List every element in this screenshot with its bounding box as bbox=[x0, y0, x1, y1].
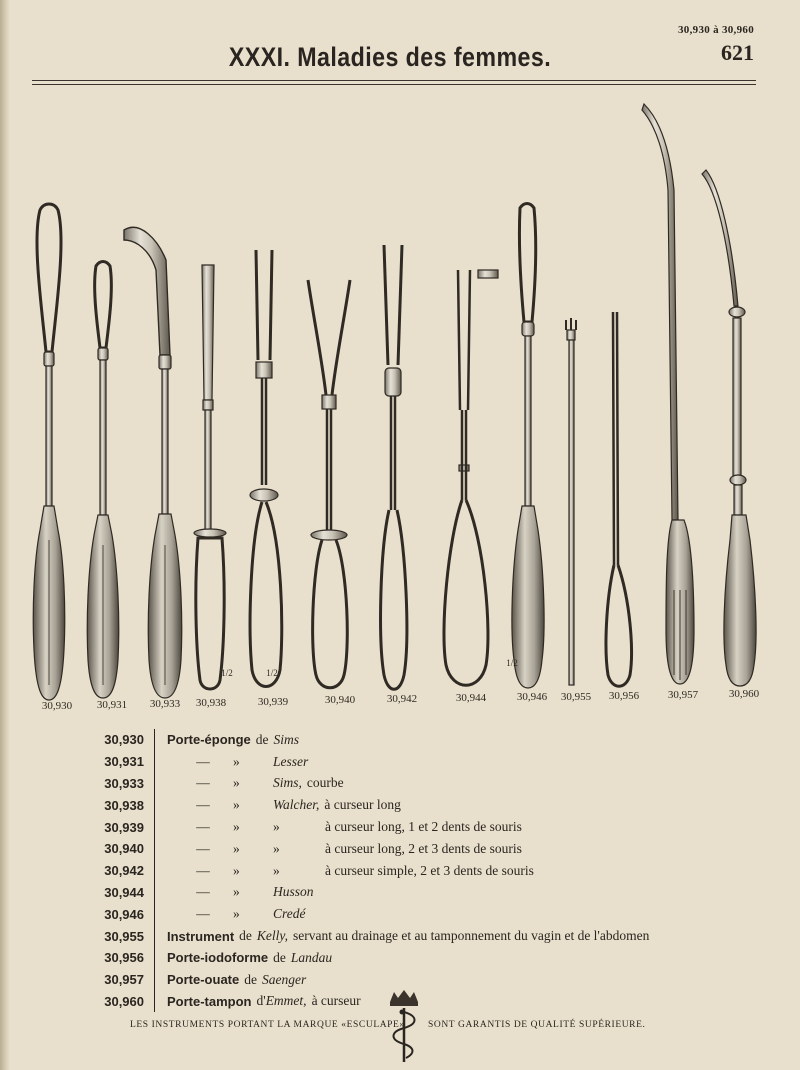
author: Walcher, bbox=[273, 797, 320, 813]
instrument-30940 bbox=[308, 280, 350, 688]
ditto-mark: » bbox=[233, 797, 240, 813]
figure-label: 30,944 bbox=[455, 692, 487, 704]
instrument-30938 bbox=[194, 265, 226, 689]
instrument-30946 bbox=[512, 204, 544, 689]
figure-label: 30,957 bbox=[667, 689, 699, 701]
instrument-30942 bbox=[381, 245, 407, 689]
header-rule bbox=[32, 80, 756, 81]
ditto-mark: » bbox=[233, 884, 240, 900]
figure-label: 30,942 bbox=[386, 693, 418, 705]
item-legend bbox=[100, 729, 649, 1012]
legend-row bbox=[100, 903, 649, 925]
instrument-30933 bbox=[124, 227, 182, 698]
figure-label: 30,938 bbox=[195, 697, 227, 709]
footer-right-text: SONT GARANTIS DE QUALITÉ SUPÉRIEURE. bbox=[428, 1020, 646, 1030]
item-name: Porte-ouate bbox=[167, 972, 240, 988]
legend-row bbox=[100, 991, 649, 1013]
ditto-dash: — bbox=[196, 753, 210, 769]
description: à curseur bbox=[311, 993, 361, 1009]
legend-row bbox=[100, 838, 649, 860]
legend-row bbox=[100, 794, 649, 816]
item-number: 30,939 bbox=[100, 816, 155, 838]
author: Landau bbox=[290, 949, 333, 965]
instrument-30955 bbox=[566, 318, 576, 685]
author: Sims bbox=[273, 731, 300, 747]
figure-label: 30,933 bbox=[149, 698, 181, 710]
author: Emmet, bbox=[265, 993, 307, 1009]
item-number: 30,960 bbox=[100, 991, 155, 1013]
figure-label: 30,931 bbox=[96, 699, 128, 711]
figure-label: 30,946 bbox=[516, 691, 548, 703]
ditto-mark: » bbox=[273, 840, 280, 856]
item-name: Porte-iodoforme bbox=[167, 950, 269, 966]
page-title: XXXI. Maladies des femmes. bbox=[228, 42, 552, 72]
instrument-30957 bbox=[642, 104, 694, 684]
instrument-30956 bbox=[606, 312, 632, 686]
author: Credé bbox=[273, 906, 306, 922]
ditto-dash: — bbox=[196, 819, 210, 835]
instrument-30931 bbox=[87, 262, 119, 699]
item-name: Porte-éponge bbox=[167, 732, 251, 748]
page-number: 621 bbox=[721, 40, 754, 65]
instrument-illustration bbox=[0, 90, 800, 710]
item-number: 30,933 bbox=[100, 773, 155, 795]
legend-row bbox=[100, 925, 649, 947]
item-number: 30,938 bbox=[100, 794, 155, 816]
legend-row bbox=[100, 882, 649, 904]
item-name: Porte-tampon bbox=[167, 993, 252, 1009]
item-number: 30,957 bbox=[100, 969, 155, 991]
ditto-mark: » bbox=[233, 840, 240, 856]
item-number: 30,930 bbox=[100, 729, 155, 751]
instrument-30930 bbox=[33, 204, 65, 700]
legend-row bbox=[100, 816, 649, 838]
legend-row bbox=[100, 860, 649, 882]
description: à curseur simple, 2 et 3 dents de souris bbox=[325, 862, 534, 878]
author: Lesser bbox=[273, 753, 309, 769]
ditto-dash: — bbox=[196, 797, 210, 813]
scale-mark: 1/2 bbox=[506, 658, 518, 668]
instrument-30960 bbox=[702, 170, 756, 686]
item-number: 30,944 bbox=[100, 882, 155, 904]
connector: de bbox=[239, 928, 252, 944]
scale-mark: 1/2 bbox=[221, 668, 233, 678]
scale-mark: 1/2 bbox=[266, 668, 278, 678]
ditto-dash: — bbox=[196, 775, 210, 791]
header-rule-thin bbox=[32, 84, 756, 85]
item-number: 30,942 bbox=[100, 860, 155, 882]
ditto-dash: — bbox=[196, 840, 210, 856]
ditto-dash: — bbox=[196, 862, 210, 878]
legend-row bbox=[100, 773, 649, 795]
ditto-mark: » bbox=[233, 753, 240, 769]
description: à curseur long, 2 et 3 dents de souris bbox=[325, 840, 522, 856]
ditto-mark: » bbox=[233, 819, 240, 835]
description: servant au drainage et au tamponnement du vagin et de l'abdomen bbox=[293, 928, 650, 944]
connector: de bbox=[273, 949, 286, 965]
item-range: 30,930 à 30,960 bbox=[678, 24, 754, 36]
instrument-30939 bbox=[250, 250, 282, 687]
figure-label: 30,940 bbox=[324, 694, 356, 706]
connector: de bbox=[255, 731, 269, 747]
author: Sims, bbox=[273, 775, 302, 791]
description: courbe bbox=[306, 775, 344, 791]
ditto-dash: — bbox=[196, 906, 210, 922]
description: à curseur long, 1 et 2 dents de souris bbox=[325, 819, 522, 835]
connector: de bbox=[244, 971, 257, 987]
legend-row bbox=[100, 729, 649, 751]
figure-label: 30,960 bbox=[728, 688, 760, 700]
item-number: 30,940 bbox=[100, 838, 155, 860]
figure-label: 30,930 bbox=[41, 700, 73, 712]
figure-label: 30,939 bbox=[257, 696, 289, 708]
legend-row bbox=[100, 969, 649, 991]
connector: d' bbox=[256, 993, 266, 1009]
item-number: 30,946 bbox=[100, 903, 155, 925]
esculape-caduceus-icon bbox=[384, 990, 424, 1065]
item-number: 30,956 bbox=[100, 947, 155, 969]
ditto-mark: » bbox=[233, 906, 240, 922]
item-name: Instrument bbox=[167, 928, 235, 944]
item-number: 30,955 bbox=[100, 925, 155, 947]
ditto-mark: » bbox=[233, 775, 240, 791]
figure-label: 30,955 bbox=[560, 691, 592, 703]
item-number: 30,931 bbox=[100, 751, 155, 773]
legend-row bbox=[100, 751, 649, 773]
author: Kelly, bbox=[256, 928, 289, 944]
ditto-mark: » bbox=[273, 819, 280, 835]
author: Husson bbox=[273, 884, 314, 900]
footer-left-text: LES INSTRUMENTS PORTANT LA MARQUE «ESCULAPE» bbox=[130, 1020, 405, 1030]
author: Saenger bbox=[261, 971, 307, 987]
ditto-mark: » bbox=[273, 862, 280, 878]
description: à curseur long bbox=[324, 797, 401, 813]
ditto-dash: — bbox=[196, 884, 210, 900]
ditto-mark: » bbox=[233, 862, 240, 878]
figure-label: 30,956 bbox=[608, 690, 640, 702]
legend-row bbox=[100, 947, 649, 969]
instrument-30944 bbox=[444, 270, 498, 685]
